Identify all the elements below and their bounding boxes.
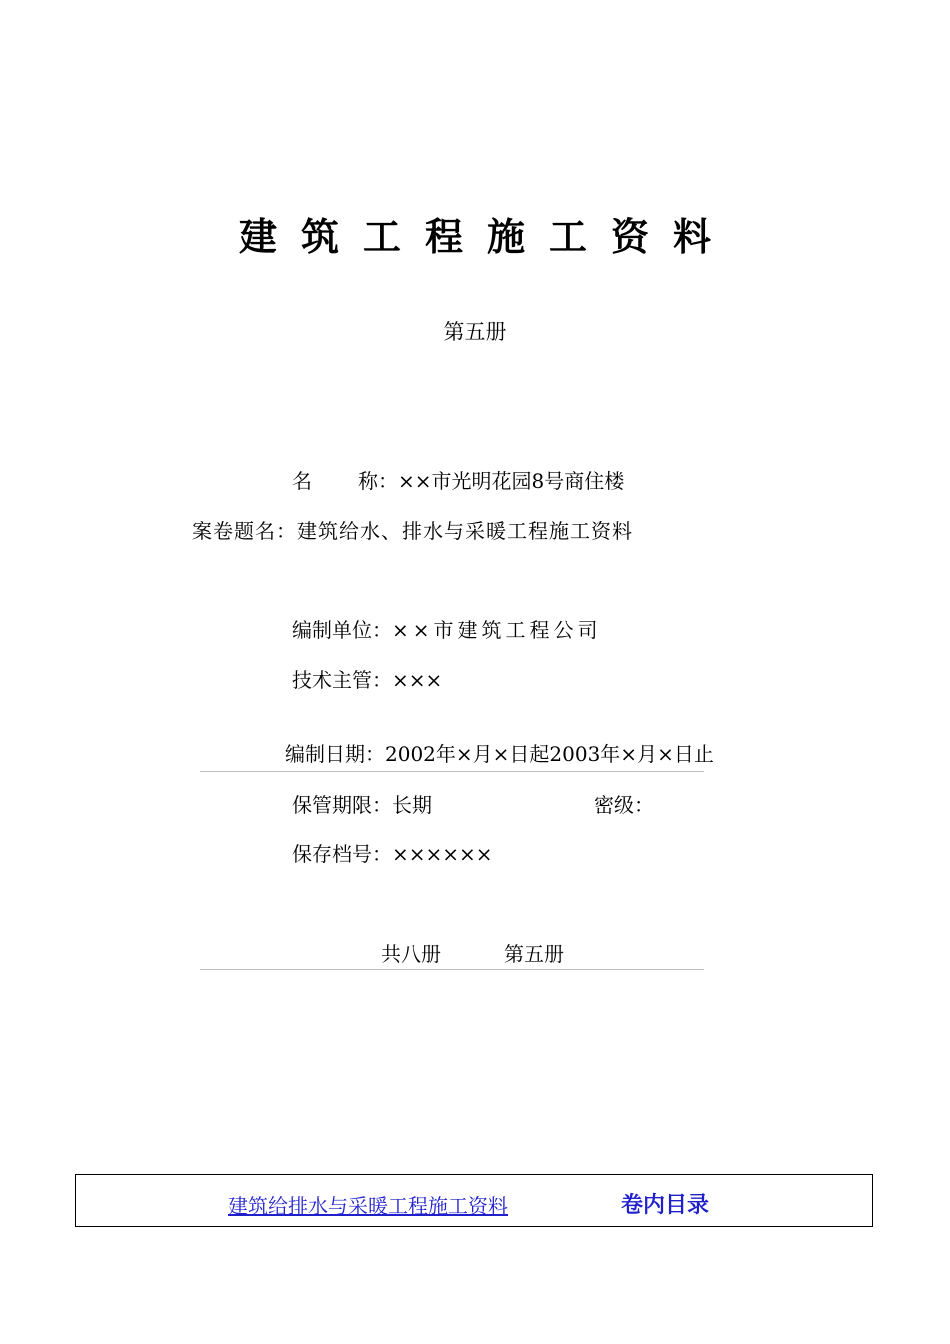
retention-period-value: 长期: [392, 793, 432, 817]
project-name-label-b: 称：: [358, 469, 398, 493]
compiling-date-row: [285, 738, 714, 767]
compiling-unit-label: 编制单位：: [292, 618, 392, 642]
toc-title-link[interactable]: 建筑给排水与采暖工程施工资料: [228, 1194, 508, 1218]
document-title: 建筑工程施工资料: [238, 215, 735, 259]
archive-number-row: [292, 838, 493, 867]
compiling-unit-value: ××市建筑工程公司: [392, 618, 602, 642]
divider-line: [200, 969, 704, 970]
divider-line: [200, 771, 704, 772]
total-volumes: 共八册: [381, 942, 441, 966]
technical-supervisor-value: ×××: [392, 668, 443, 692]
retention-period-label: 保管期限：: [292, 793, 392, 817]
archive-number-value: ××××××: [392, 842, 493, 866]
current-volume: 第五册: [504, 942, 564, 966]
project-name-label-a: 名: [292, 469, 312, 493]
compiling-unit-row: [292, 614, 602, 643]
table-of-contents-box: [75, 1174, 873, 1227]
compiling-date-value: 2002年×月×日起2003年×月×日止: [385, 742, 714, 766]
security-level-label: 密级：: [594, 793, 654, 817]
technical-supervisor-row: [292, 664, 442, 693]
toc-heading: 卷内目录: [621, 1193, 710, 1218]
compiling-date-label: 编制日期：: [285, 742, 385, 766]
project-name-value: ××市光明花园8号商住楼: [398, 469, 625, 493]
project-name-row: [292, 465, 624, 494]
case-title-label: 案卷题名：: [192, 519, 297, 543]
security-level-row: [594, 789, 654, 818]
case-title-value: 建筑给水、排水与采暖工程施工资料: [297, 519, 633, 543]
archive-number-label: 保存档号：: [292, 842, 392, 866]
retention-period-row: [292, 789, 432, 818]
volume-number: 第五册: [443, 320, 507, 344]
case-title-row: [192, 515, 633, 544]
technical-supervisor-label: 技术主管：: [292, 668, 392, 692]
